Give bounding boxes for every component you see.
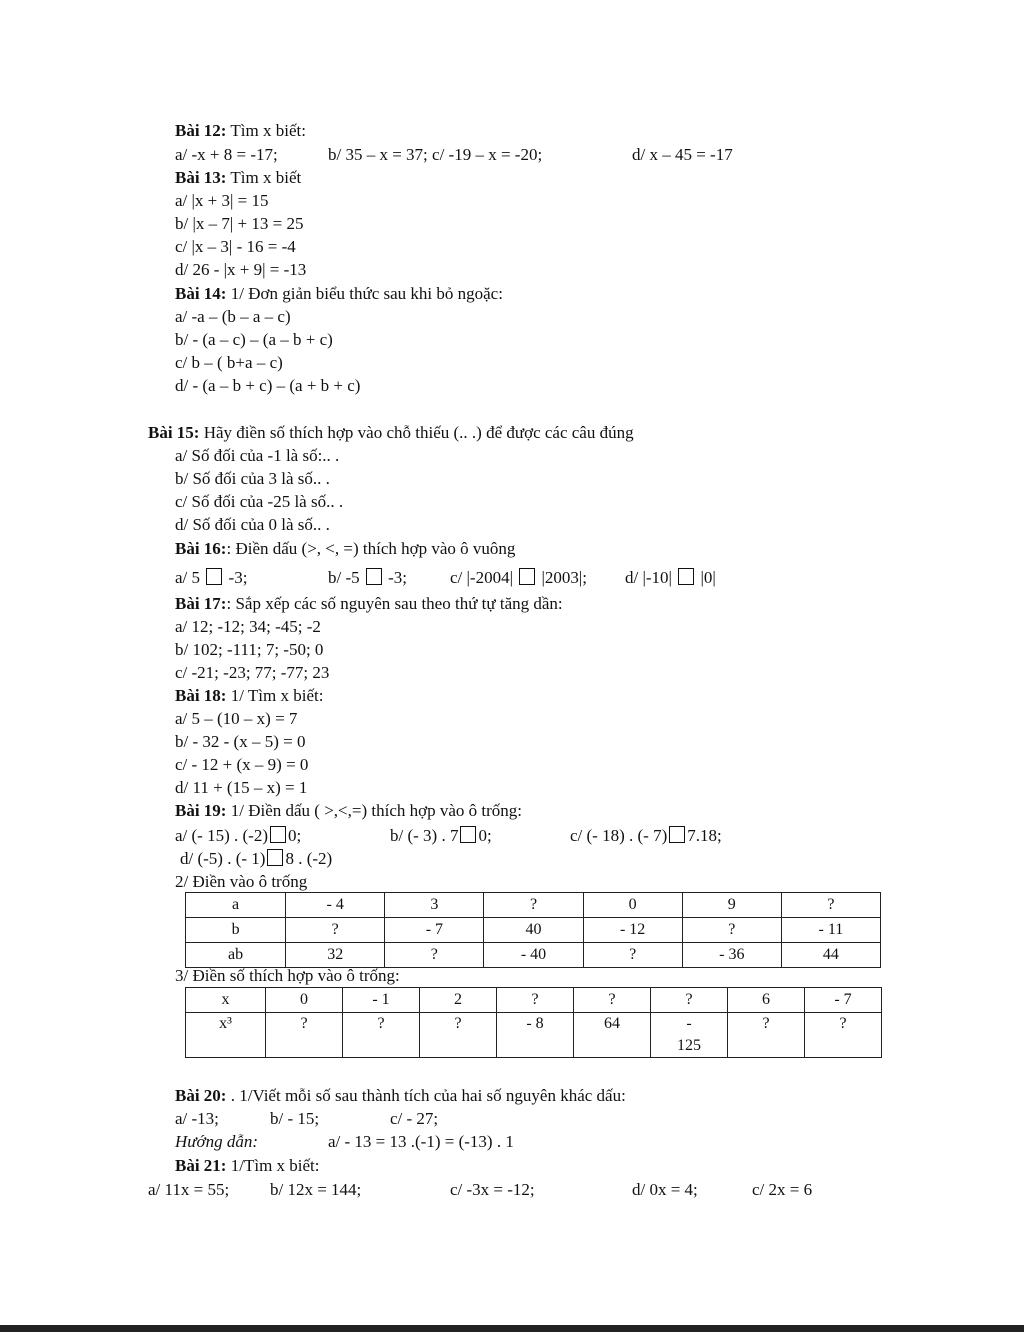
table-cell: 0 bbox=[266, 988, 343, 1013]
table-cell: ? bbox=[805, 1013, 882, 1058]
table-cell: x³ bbox=[186, 1013, 266, 1058]
answer-box[interactable] bbox=[519, 568, 535, 585]
table-cell: 2 bbox=[420, 988, 497, 1013]
answer-box[interactable] bbox=[267, 849, 283, 866]
answer-box[interactable] bbox=[270, 826, 286, 843]
bai15-c: c/ Số đối của -25 là số.. . bbox=[175, 492, 344, 511]
table-cell: x bbox=[186, 988, 266, 1013]
table-cell: 40 bbox=[484, 918, 583, 943]
table-cell: - 36 bbox=[682, 943, 781, 968]
table-cell: - 4 bbox=[286, 893, 385, 918]
table-cell: ? bbox=[651, 988, 728, 1013]
table-cell: - 7 bbox=[385, 918, 484, 943]
bai19-c: c/ (- 18) . (- 7) 7.18; bbox=[570, 826, 722, 845]
table-cell: 3 bbox=[385, 893, 484, 918]
cell-value-125: 125 bbox=[677, 1037, 701, 1054]
table-cell: - 8 bbox=[497, 1013, 574, 1058]
table-cell: ? bbox=[728, 1013, 805, 1058]
answer-box[interactable] bbox=[206, 568, 222, 585]
bai19-part3: 3/ Điền số thích hợp vào ô trống: bbox=[175, 966, 400, 985]
bai17-c: c/ -21; -23; 77; -77; 23 bbox=[175, 663, 330, 682]
table-a-b-ab bbox=[185, 892, 881, 968]
table-cell: 6 bbox=[728, 988, 805, 1013]
table-cell: a bbox=[186, 893, 286, 918]
bai16-c: c/ |-2004| |2003|; bbox=[450, 568, 588, 587]
bai20-guide-label: Hướng dẫn: bbox=[175, 1132, 259, 1151]
bai13-b: b/ |x – 7| + 13 = 25 bbox=[175, 214, 304, 233]
bai18-d: d/ 11 + (15 – x) = 1 bbox=[175, 778, 308, 797]
table-cell: ? bbox=[385, 943, 484, 968]
table-cell: b bbox=[186, 918, 286, 943]
table-cell: ? bbox=[781, 893, 880, 918]
table-cell: 44 bbox=[781, 943, 880, 968]
bai19-d: d/ (-5) . (- 1) 8 . (-2) bbox=[180, 849, 333, 868]
bai13-d: d/ 26 - |x + 9| = -13 bbox=[175, 260, 307, 279]
bai12-d: d/ x – 45 = -17 bbox=[632, 145, 733, 164]
table-cell: 64 bbox=[574, 1013, 651, 1058]
bai18-heading: Bài 18: 1/ Tìm x biết: bbox=[175, 686, 324, 705]
table-cell: ? bbox=[574, 988, 651, 1013]
table-row bbox=[186, 988, 882, 1013]
bai17-b: b/ 102; -111; 7; -50; 0 bbox=[175, 640, 324, 659]
bai21-heading: Bài 21: 1/Tìm x biết: bbox=[175, 1156, 320, 1175]
bai20-heading: Bài 20: . 1/Viết mỗi số sau thành tích của hai số nguyên khác dấu: bbox=[175, 1086, 626, 1105]
table-cell: ? bbox=[682, 918, 781, 943]
answer-box[interactable] bbox=[366, 568, 382, 585]
bai18-c: c/ - 12 + (x – 9) = 0 bbox=[175, 755, 309, 774]
bai21-e: c/ 2x = 6 bbox=[752, 1180, 813, 1199]
table-cell: ? bbox=[484, 893, 583, 918]
bai21-b: b/ 12x = 144; bbox=[270, 1180, 362, 1199]
bai15-b: b/ Số đối của 3 là số.. . bbox=[175, 469, 330, 488]
table-cell: - 1 bbox=[343, 988, 420, 1013]
bai21-a: a/ 11x = 55; bbox=[148, 1180, 230, 1199]
table-cell: - 7 bbox=[805, 988, 882, 1013]
bai14-a: a/ -a – (b – a – c) bbox=[175, 307, 291, 326]
bai16-b: b/ -5 -3; bbox=[328, 568, 408, 587]
table-cell: 0 bbox=[583, 893, 682, 918]
table-cell: 9 bbox=[682, 893, 781, 918]
bai13-a: a/ |x + 3| = 15 bbox=[175, 191, 269, 210]
bai18-b: b/ - 32 - (x – 5) = 0 bbox=[175, 732, 306, 751]
bai17-heading: Bài 17:: Sắp xếp các số nguyên sau theo thứ tự tăng dần: bbox=[175, 594, 563, 613]
bai16-heading: Bài 16:: Điền dấu (>, <, =) thích hợp vào ô vuông bbox=[175, 539, 516, 558]
bai14-b: b/ - (a – c) – (a – b + c) bbox=[175, 330, 333, 349]
table-cell: ab bbox=[186, 943, 286, 968]
page-bottom-border bbox=[0, 1325, 1024, 1332]
bai13-heading: Bài 13: Tìm x biết bbox=[175, 168, 302, 187]
table-cell: 32 bbox=[286, 943, 385, 968]
table-row bbox=[186, 918, 881, 943]
answer-box[interactable] bbox=[669, 826, 685, 843]
bai16-d: d/ |-10| |0| bbox=[625, 568, 716, 587]
table-row bbox=[186, 943, 881, 968]
answer-box[interactable] bbox=[460, 826, 476, 843]
table-cell: - 11 bbox=[781, 918, 880, 943]
bai15-a: a/ Số đối của -1 là số:.. . bbox=[175, 446, 340, 465]
table-cell: - 12 bbox=[583, 918, 682, 943]
bai16-a: a/ 5 -3; bbox=[175, 568, 248, 587]
bai19-b: b/ (- 3) . 7 0; bbox=[390, 826, 492, 845]
table-cell: ? bbox=[420, 1013, 497, 1058]
table-cell: - 40 bbox=[484, 943, 583, 968]
bai19-a: a/ (- 15) . (-2) 0; bbox=[175, 826, 302, 845]
table-cell: ? bbox=[497, 988, 574, 1013]
bai14-heading: Bài 14: 1/ Đơn giản biểu thức sau khi bỏ ngoặc: bbox=[175, 284, 503, 303]
bai19-heading: Bài 19: 1/ Điền dấu ( >,<,=) thích hợp vào ô trống: bbox=[175, 801, 523, 820]
bai14-c: c/ b – ( b+a – c) bbox=[175, 353, 283, 372]
bai20-guide: a/ - 13 = 13 .(-1) = (-13) . 1 bbox=[328, 1132, 514, 1151]
bai15-heading: Bài 15: Hãy điền số thích hợp vào chỗ thiếu (.. .) để được các câu đúng bbox=[148, 423, 634, 442]
bai13-c: c/ |x – 3| - 16 = -4 bbox=[175, 237, 296, 256]
bai21-d: d/ 0x = 4; bbox=[632, 1180, 698, 1199]
bai21-c: c/ -3x = -12; bbox=[450, 1180, 535, 1199]
table-cell bbox=[651, 1013, 728, 1058]
bai12-a: a/ -x + 8 = -17; bbox=[175, 145, 278, 164]
bai12-bc: b/ 35 – x = 37; c/ -19 – x = -20; bbox=[328, 145, 543, 164]
table-cell: ? bbox=[343, 1013, 420, 1058]
table-row bbox=[186, 893, 881, 918]
bai20-c: c/ - 27; bbox=[390, 1109, 439, 1128]
table-cell: ? bbox=[266, 1013, 343, 1058]
table-cell: ? bbox=[583, 943, 682, 968]
answer-box[interactable] bbox=[678, 568, 694, 585]
bai20-a: a/ -13; bbox=[175, 1109, 219, 1128]
table-row bbox=[186, 1013, 882, 1058]
bai20-b: b/ - 15; bbox=[270, 1109, 320, 1128]
bai19-part2: 2/ Điền vào ô trống bbox=[175, 872, 308, 891]
table-cell: ? bbox=[286, 918, 385, 943]
minus-sign: - bbox=[686, 1015, 692, 1032]
bai15-d: d/ Số đối của 0 là số.. . bbox=[175, 515, 330, 534]
bai18-a: a/ 5 – (10 – x) = 7 bbox=[175, 709, 298, 728]
bai12-heading: Bài 12: Tìm x biết: bbox=[175, 121, 306, 140]
table-x-cube bbox=[185, 987, 882, 1058]
bai17-a: a/ 12; -12; 34; -45; -2 bbox=[175, 617, 321, 636]
bai14-d: d/ - (a – b + c) – (a + b + c) bbox=[175, 376, 361, 395]
